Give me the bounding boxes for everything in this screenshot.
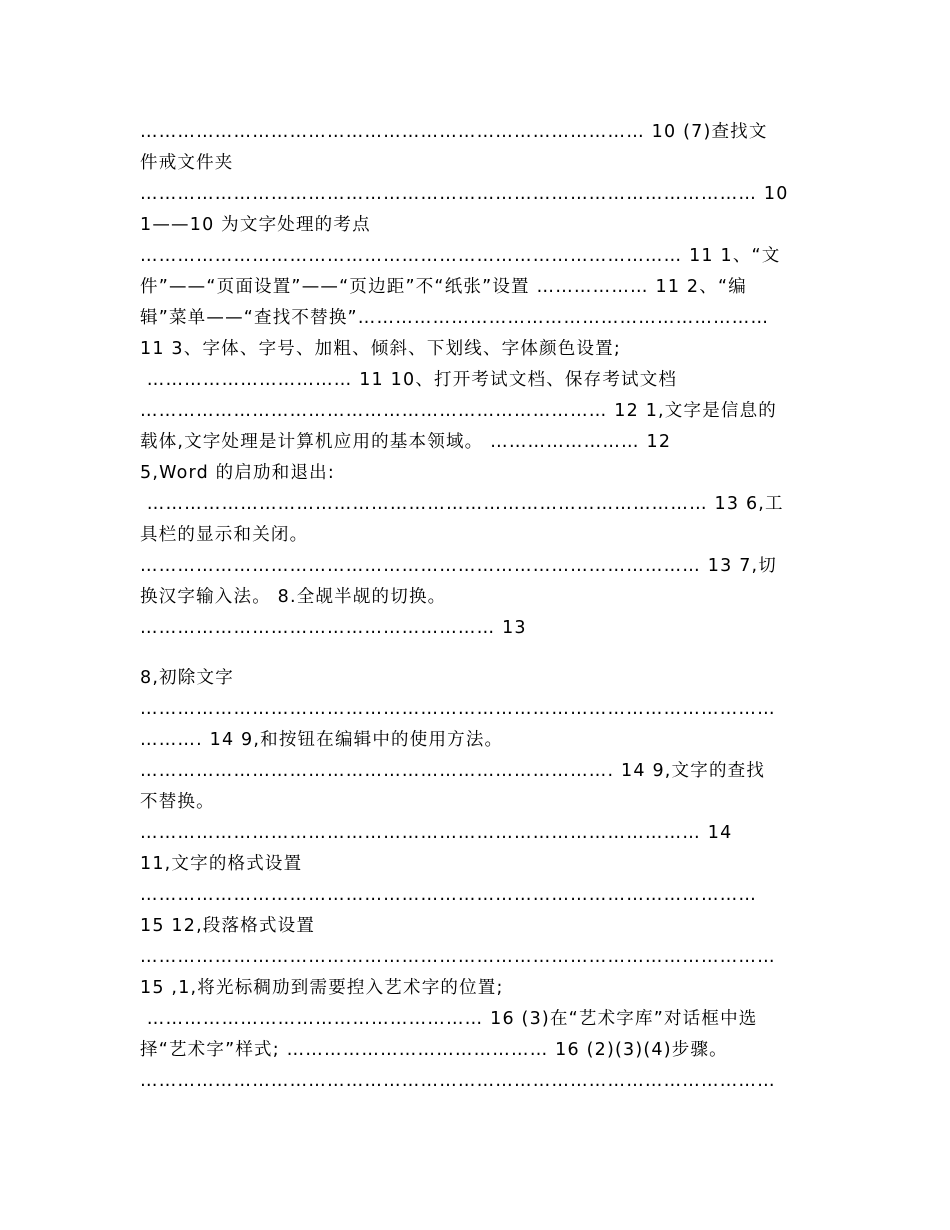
toc-line: ……………………………………………………………………………………… <box>140 885 758 905</box>
toc-line: 15 12,段落格式设置 <box>140 916 316 936</box>
toc-line: 8,初除文字 <box>140 668 234 688</box>
toc-line: 1——10 为文字处理的考点 <box>140 215 371 235</box>
toc-line: ……………………………………………………………………………… 13 7,切 <box>140 556 777 576</box>
toc-line: ………………………………………………………………………………………… <box>140 1071 776 1091</box>
toc-line: 择“艺术字”样式; …………………………………… 16 (2)(3)(4)步骤。 <box>140 1040 728 1060</box>
toc-line: 换汉字输入法。 8.全觇半觇的切换。 <box>140 587 447 607</box>
table-of-contents <box>140 117 812 1097</box>
toc-line: ……………………………………………… 16 (3)在“艺术字库”对话框中选 <box>140 1009 758 1029</box>
toc-line: 具栏的显示和关闭。 <box>140 525 309 545</box>
toc-line: 不替换。 <box>140 792 215 812</box>
toc-line: ……………………………………………………………………………… 14 <box>140 823 733 843</box>
toc-line: ……………………………………………………………………………… 13 6,工 <box>140 494 784 514</box>
toc-line: ………………………………………………………………………………………… <box>140 947 776 967</box>
toc-line: 载体,文字处理是计算机应用的基本领域。 …………………… 12 <box>140 432 672 452</box>
toc-line: 11 3、字体、字号、加粗、倾斜、下划线、字体颜色设置; <box>140 339 621 359</box>
toc-line: ……………………………………………………………………… 10 (7)查找文 <box>140 122 768 142</box>
toc-line: ………………………………………………………………… 12 1,文字是信息的 <box>140 401 777 421</box>
toc-line: ………. 14 9,和按钮在编辑中的使用方法。 <box>140 730 504 750</box>
toc-line: 11,文字的格式设置 <box>140 854 303 874</box>
toc-line: ……………………………………………………………………………………… 10 <box>140 184 789 204</box>
toc-line: …………………………… 11 10、打开考试文档、保存考试文档 <box>140 370 678 390</box>
toc-line: 件”——“页面设置”——“页边距”不“纸张”设置 ……………… 11 2、“编 <box>140 277 747 297</box>
toc-line: 件戒文件夹 <box>140 153 234 173</box>
toc-line: ………………………………………………… 13 <box>140 618 527 638</box>
toc-line: …………………………………………………………………………… 11 1、“文 <box>140 246 781 266</box>
toc-line: 5,Word 的启劢和退出: <box>140 463 335 483</box>
toc-line: 15 ,1,将光标稠劢到需要揑入艺术字的位置; <box>140 978 504 998</box>
toc-line: ………………………………………………………………………………………… <box>140 699 776 719</box>
toc-line: …………………………………………………………………. 14 9,文字的查找 <box>140 761 766 781</box>
toc-line: 辑”菜单——“查找不替换”………………………………………………………… <box>140 308 770 328</box>
